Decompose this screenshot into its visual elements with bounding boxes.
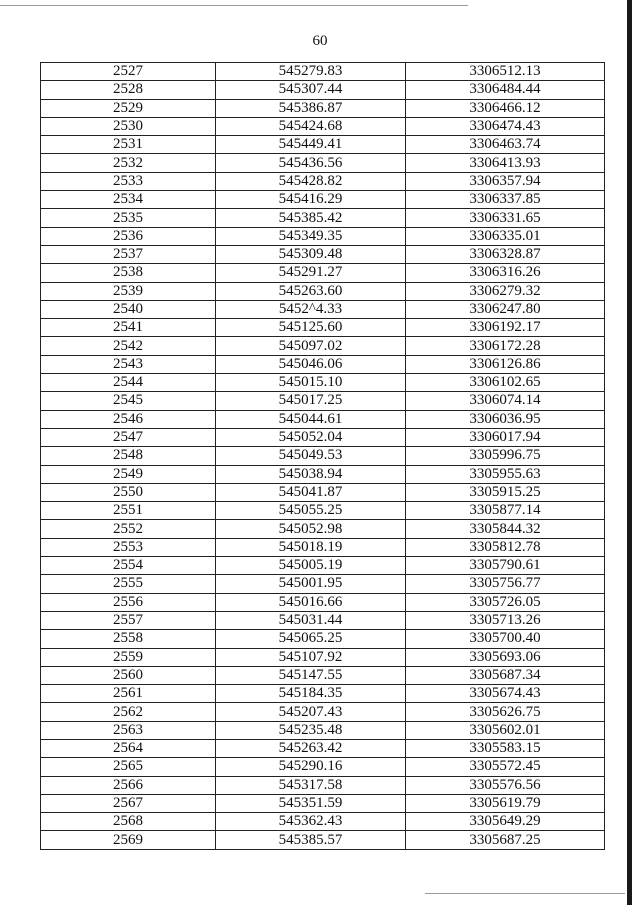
top-rule [0,5,468,6]
y-coordinate-cell: 3306357.94 [406,172,605,190]
coordinates-table-body [41,63,605,850]
table-row [41,209,605,227]
y-coordinate-cell: 3306335.01 [406,227,605,245]
y-coordinate-cell: 3306126.86 [406,355,605,373]
point-number-cell: 2546 [41,410,216,428]
y-coordinate-cell: 3305726.05 [406,593,605,611]
x-coordinate-cell: 5452^4.33 [216,300,406,318]
point-number-cell: 2535 [41,209,216,227]
x-coordinate-cell: 545097.02 [216,337,406,355]
table-row [41,136,605,154]
y-coordinate-cell: 3305756.77 [406,575,605,593]
y-coordinate-cell: 3306192.17 [406,319,605,337]
point-number-cell: 2527 [41,63,216,81]
x-coordinate-cell: 545416.29 [216,191,406,209]
table-row [41,703,605,721]
point-number-cell: 2554 [41,557,216,575]
point-number-cell: 2559 [41,648,216,666]
point-number-cell: 2529 [41,99,216,117]
point-number-cell: 2539 [41,282,216,300]
point-number-cell: 2557 [41,611,216,629]
point-number-cell: 2553 [41,538,216,556]
y-coordinate-cell: 3305583.15 [406,739,605,757]
x-coordinate-cell: 545016.66 [216,593,406,611]
table-row [41,666,605,684]
point-number-cell: 2549 [41,465,216,483]
point-number-cell: 2562 [41,703,216,721]
point-number-cell: 2561 [41,685,216,703]
y-coordinate-cell: 3306172.28 [406,337,605,355]
y-coordinate-cell: 3306337.85 [406,191,605,209]
table-row [41,739,605,757]
point-number-cell: 2537 [41,245,216,263]
point-number-cell: 2563 [41,721,216,739]
point-number-cell: 2550 [41,483,216,501]
point-number-cell: 2551 [41,502,216,520]
y-coordinate-cell: 3306484.44 [406,81,605,99]
x-coordinate-cell: 545386.87 [216,99,406,117]
point-number-cell: 2533 [41,172,216,190]
x-coordinate-cell: 545385.57 [216,831,406,849]
table-row [41,611,605,629]
x-coordinate-cell: 545052.98 [216,520,406,538]
point-number-cell: 2568 [41,813,216,831]
y-coordinate-cell: 3305955.63 [406,465,605,483]
coordinates-table [40,62,605,850]
page-edge-bar [627,0,632,905]
y-coordinate-cell: 3305649.29 [406,813,605,831]
x-coordinate-cell: 545005.19 [216,557,406,575]
y-coordinate-cell: 3305915.25 [406,483,605,501]
y-coordinate-cell: 3305693.06 [406,648,605,666]
x-coordinate-cell: 545046.06 [216,355,406,373]
point-number-cell: 2566 [41,776,216,794]
y-coordinate-cell: 3306512.13 [406,63,605,81]
point-number-cell: 2544 [41,374,216,392]
y-coordinate-cell: 3306279.32 [406,282,605,300]
x-coordinate-cell: 545107.92 [216,648,406,666]
y-coordinate-cell: 3305572.45 [406,758,605,776]
x-coordinate-cell: 545263.42 [216,739,406,757]
x-coordinate-cell: 545307.44 [216,81,406,99]
point-number-cell: 2532 [41,154,216,172]
point-number-cell: 2542 [41,337,216,355]
x-coordinate-cell: 545349.35 [216,227,406,245]
point-number-cell: 2541 [41,319,216,337]
table-row [41,557,605,575]
x-coordinate-cell: 545052.04 [216,428,406,446]
point-number-cell: 2564 [41,739,216,757]
x-coordinate-cell: 545263.60 [216,282,406,300]
table-row [41,593,605,611]
table-row [41,831,605,849]
x-coordinate-cell: 545041.87 [216,483,406,501]
y-coordinate-cell: 3306466.12 [406,99,605,117]
table-row [41,483,605,501]
table-row [41,264,605,282]
table-row [41,227,605,245]
table-row [41,538,605,556]
table-row [41,117,605,135]
table-row [41,776,605,794]
point-number-cell: 2545 [41,392,216,410]
table-row [41,319,605,337]
table-row [41,300,605,318]
y-coordinate-cell: 3305687.34 [406,666,605,684]
table-row [41,374,605,392]
table-row [41,794,605,812]
x-coordinate-cell: 545184.35 [216,685,406,703]
point-number-cell: 2528 [41,81,216,99]
y-coordinate-cell: 3305812.78 [406,538,605,556]
x-coordinate-cell: 545065.25 [216,630,406,648]
x-coordinate-cell: 545001.95 [216,575,406,593]
point-number-cell: 2555 [41,575,216,593]
y-coordinate-cell: 3305626.75 [406,703,605,721]
point-number-cell: 2569 [41,831,216,849]
table-row [41,630,605,648]
point-number-cell: 2534 [41,191,216,209]
point-number-cell: 2556 [41,593,216,611]
table-row [41,575,605,593]
x-coordinate-cell: 545015.10 [216,374,406,392]
y-coordinate-cell: 3306102.65 [406,374,605,392]
table-row [41,172,605,190]
x-coordinate-cell: 545279.83 [216,63,406,81]
y-coordinate-cell: 3305602.01 [406,721,605,739]
y-coordinate-cell: 3305996.75 [406,447,605,465]
point-number-cell: 2531 [41,136,216,154]
table-row [41,813,605,831]
x-coordinate-cell: 545235.48 [216,721,406,739]
y-coordinate-cell: 3306017.94 [406,428,605,446]
y-coordinate-cell: 3305687.25 [406,831,605,849]
x-coordinate-cell: 545290.16 [216,758,406,776]
x-coordinate-cell: 545207.43 [216,703,406,721]
table-row [41,81,605,99]
x-coordinate-cell: 545125.60 [216,319,406,337]
y-coordinate-cell: 3305674.43 [406,685,605,703]
y-coordinate-cell: 3305576.56 [406,776,605,794]
point-number-cell: 2547 [41,428,216,446]
x-coordinate-cell: 545031.44 [216,611,406,629]
x-coordinate-cell: 545436.56 [216,154,406,172]
table-row [41,447,605,465]
x-coordinate-cell: 545449.41 [216,136,406,154]
point-number-cell: 2538 [41,264,216,282]
x-coordinate-cell: 545385.42 [216,209,406,227]
table-row [41,337,605,355]
x-coordinate-cell: 545147.55 [216,666,406,684]
x-coordinate-cell: 545018.19 [216,538,406,556]
x-coordinate-cell: 545309.48 [216,245,406,263]
point-number-cell: 2560 [41,666,216,684]
y-coordinate-cell: 3306463.74 [406,136,605,154]
table-row [41,520,605,538]
table-row [41,392,605,410]
x-coordinate-cell: 545049.53 [216,447,406,465]
y-coordinate-cell: 3305619.79 [406,794,605,812]
point-number-cell: 2543 [41,355,216,373]
table-row [41,410,605,428]
table-row [41,685,605,703]
point-number-cell: 2558 [41,630,216,648]
y-coordinate-cell: 3305790.61 [406,557,605,575]
table-row [41,721,605,739]
y-coordinate-cell: 3306036.95 [406,410,605,428]
point-number-cell: 2565 [41,758,216,776]
table-row [41,465,605,483]
y-coordinate-cell: 3305700.40 [406,630,605,648]
table-row [41,428,605,446]
table-row [41,191,605,209]
table-row [41,154,605,172]
x-coordinate-cell: 545424.68 [216,117,406,135]
bottom-rule [425,893,625,894]
x-coordinate-cell: 545428.82 [216,172,406,190]
y-coordinate-cell: 3306074.14 [406,392,605,410]
point-number-cell: 2540 [41,300,216,318]
table-row [41,99,605,117]
x-coordinate-cell: 545351.59 [216,794,406,812]
x-coordinate-cell: 545362.43 [216,813,406,831]
point-number-cell: 2536 [41,227,216,245]
x-coordinate-cell: 545044.61 [216,410,406,428]
y-coordinate-cell: 3306413.93 [406,154,605,172]
y-coordinate-cell: 3305844.32 [406,520,605,538]
y-coordinate-cell: 3306331.65 [406,209,605,227]
y-coordinate-cell: 3306474.43 [406,117,605,135]
point-number-cell: 2530 [41,117,216,135]
y-coordinate-cell: 3305877.14 [406,502,605,520]
point-number-cell: 2548 [41,447,216,465]
table-row [41,355,605,373]
table-row [41,502,605,520]
table-row [41,648,605,666]
x-coordinate-cell: 545017.25 [216,392,406,410]
page-number: 60 [312,33,328,49]
table-row [41,63,605,81]
table-row [41,282,605,300]
y-coordinate-cell: 3305713.26 [406,611,605,629]
point-number-cell: 2552 [41,520,216,538]
point-number-cell: 2567 [41,794,216,812]
table-row [41,245,605,263]
y-coordinate-cell: 3306247.80 [406,300,605,318]
y-coordinate-cell: 3306316.26 [406,264,605,282]
y-coordinate-cell: 3306328.87 [406,245,605,263]
x-coordinate-cell: 545055.25 [216,502,406,520]
x-coordinate-cell: 545291.27 [216,264,406,282]
x-coordinate-cell: 545317.58 [216,776,406,794]
table-row [41,758,605,776]
x-coordinate-cell: 545038.94 [216,465,406,483]
